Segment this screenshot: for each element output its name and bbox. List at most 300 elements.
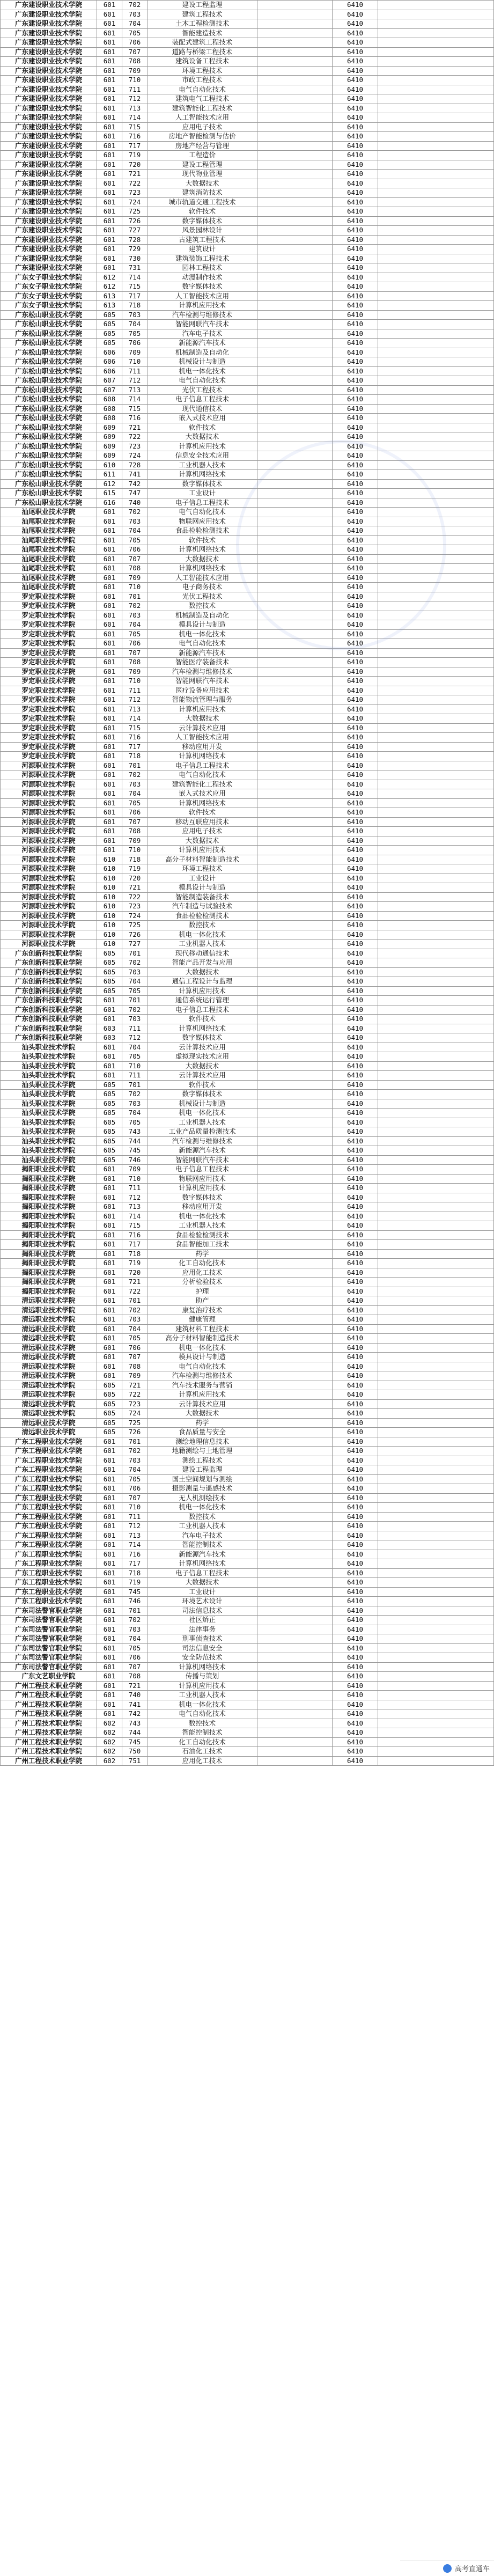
trailing-cell (378, 113, 494, 123)
batch-code-cell: 6410 (333, 460, 378, 470)
batch-code-cell: 6410 (333, 1043, 378, 1052)
school-name-cell: 广东松山职业技术学院 (1, 479, 97, 489)
table-row (1, 836, 494, 846)
group-code-cell: 605 (97, 1146, 122, 1156)
trailing-cell (378, 263, 494, 273)
major-name-cell: 计算机应用技术 (148, 1681, 257, 1691)
school-name-cell: 清远职业技术学院 (1, 1390, 97, 1400)
trailing-cell (378, 376, 494, 386)
group-code-cell: 603 (97, 1033, 122, 1043)
major-name-cell: 云计算技术应用 (148, 723, 257, 733)
batch-code-cell: 6410 (333, 1230, 378, 1240)
major-code-cell: 716 (122, 414, 148, 423)
major-name-cell: 新能源汽车技术 (148, 339, 257, 348)
major-name-cell: 机械制造及自动化 (148, 611, 257, 620)
major-code-cell: 714 (122, 714, 148, 724)
school-name-cell: 广东建设职业技术学院 (1, 216, 97, 226)
empty-cell (257, 254, 333, 263)
school-name-cell: 广东建设职业技术学院 (1, 85, 97, 94)
trailing-cell (378, 892, 494, 902)
major-name-cell: 工程造价 (148, 151, 257, 160)
major-name-cell: 电气自动化技术 (148, 508, 257, 517)
major-code-cell: 707 (122, 1353, 148, 1362)
batch-code-cell: 6410 (333, 1456, 378, 1465)
group-code-cell: 615 (97, 489, 122, 498)
group-code-cell: 605 (97, 977, 122, 987)
major-name-cell: 高分子材料智能制造技术 (148, 1334, 257, 1344)
group-code-cell: 601 (97, 554, 122, 564)
school-name-cell: 河源职业技术学院 (1, 817, 97, 827)
major-name-cell: 大数据技术 (148, 1578, 257, 1588)
group-code-cell: 613 (97, 291, 122, 301)
empty-cell (257, 291, 333, 301)
trailing-cell (378, 658, 494, 667)
group-code-cell: 601 (97, 1362, 122, 1371)
empty-cell (257, 28, 333, 38)
trailing-cell (378, 648, 494, 658)
school-name-cell: 广东创新科技职业学院 (1, 986, 97, 996)
batch-code-cell: 6410 (333, 1399, 378, 1409)
major-code-cell: 702 (122, 958, 148, 968)
table-row (1, 1587, 494, 1597)
major-name-cell: 环境工程技术 (148, 864, 257, 874)
table-row (1, 658, 494, 667)
major-code-cell: 707 (122, 648, 148, 658)
table-row (1, 1268, 494, 1278)
major-name-cell: 光伏工程技术 (148, 385, 257, 395)
school-name-cell: 汕尾职业技术学院 (1, 564, 97, 574)
trailing-cell (378, 1071, 494, 1081)
empty-cell (257, 1221, 333, 1231)
major-name-cell: 康复治疗技术 (148, 1305, 257, 1315)
major-name-cell: 助产 (148, 1296, 257, 1306)
empty-cell (257, 1005, 333, 1015)
empty-cell (257, 188, 333, 198)
trailing-cell (378, 1343, 494, 1353)
trailing-cell (378, 179, 494, 188)
batch-code-cell: 6410 (333, 1109, 378, 1118)
empty-cell (257, 366, 333, 376)
batch-code-cell: 6410 (333, 704, 378, 714)
group-code-cell: 601 (97, 1606, 122, 1616)
table-row (1, 10, 494, 19)
empty-cell (257, 76, 333, 85)
empty-cell (257, 1371, 333, 1381)
batch-code-cell: 6410 (333, 432, 378, 442)
major-name-cell: 建设工程监理 (148, 1, 257, 10)
batch-code-cell: 6410 (333, 1672, 378, 1682)
table-row (1, 141, 494, 151)
table-row (1, 704, 494, 714)
table-row (1, 470, 494, 480)
empty-cell (257, 1184, 333, 1193)
major-code-cell: 723 (122, 1399, 148, 1409)
trailing-cell (378, 1268, 494, 1278)
empty-cell (257, 19, 333, 29)
major-name-cell: 建筑设备工程技术 (148, 57, 257, 67)
batch-code-cell: 6410 (333, 930, 378, 940)
major-code-cell: 746 (122, 1597, 148, 1606)
major-code-cell: 710 (122, 1503, 148, 1513)
major-name-cell: 模具设计与制造 (148, 883, 257, 893)
group-code-cell: 601 (97, 1259, 122, 1268)
trailing-cell (378, 1503, 494, 1513)
major-name-cell: 计算机应用技术 (148, 986, 257, 996)
school-name-cell: 汕头职业技术学院 (1, 1118, 97, 1127)
table-row (1, 1484, 494, 1494)
empty-cell (257, 38, 333, 48)
major-code-cell: 701 (122, 949, 148, 958)
empty-cell (257, 216, 333, 226)
batch-code-cell: 6410 (333, 1381, 378, 1390)
batch-code-cell: 6410 (333, 1080, 378, 1090)
batch-code-cell: 6410 (333, 1643, 378, 1653)
empty-cell (257, 508, 333, 517)
batch-code-cell: 6410 (333, 1550, 378, 1559)
major-name-cell: 数字媒体技术 (148, 216, 257, 226)
school-name-cell: 揭阳职业技术学院 (1, 1184, 97, 1193)
major-code-cell: 705 (122, 1474, 148, 1484)
school-name-cell: 广东创新科技职业学院 (1, 1024, 97, 1033)
school-name-cell: 揭阳职业技术学院 (1, 1278, 97, 1287)
table-row (1, 122, 494, 132)
major-code-cell: 721 (122, 1381, 148, 1390)
group-code-cell: 601 (97, 658, 122, 667)
trailing-cell (378, 1305, 494, 1315)
school-name-cell: 广东工程职业技术学院 (1, 1465, 97, 1475)
trailing-cell (378, 686, 494, 695)
batch-code-cell: 6410 (333, 10, 378, 19)
batch-code-cell: 6410 (333, 864, 378, 874)
major-name-cell: 计算机网络技术 (148, 545, 257, 555)
table-row (1, 1381, 494, 1390)
school-name-cell: 河源职业技术学院 (1, 911, 97, 921)
empty-cell (257, 470, 333, 480)
table-row (1, 19, 494, 29)
batch-code-cell: 6410 (333, 770, 378, 780)
major-name-cell: 智能建造技术 (148, 28, 257, 38)
school-name-cell: 广东松山职业技术学院 (1, 414, 97, 423)
table-row (1, 930, 494, 940)
group-code-cell: 601 (97, 207, 122, 217)
major-name-cell: 电气自动化技术 (148, 1709, 257, 1719)
major-code-cell: 701 (122, 761, 148, 770)
group-code-cell: 601 (97, 1268, 122, 1278)
school-name-cell: 揭阳职业技术学院 (1, 1230, 97, 1240)
trailing-cell (378, 348, 494, 357)
table-row (1, 1296, 494, 1306)
trailing-cell (378, 554, 494, 564)
major-name-cell: 云计算技术应用 (148, 1071, 257, 1081)
empty-cell (257, 1540, 333, 1550)
empty-cell (257, 1390, 333, 1400)
school-name-cell: 广东建设职业技术学院 (1, 245, 97, 254)
empty-cell (257, 564, 333, 574)
empty-cell (257, 301, 333, 311)
major-name-cell: 机电一体化技术 (148, 1109, 257, 1118)
table-row (1, 291, 494, 301)
school-name-cell: 广东工程职业技术学院 (1, 1587, 97, 1597)
major-name-cell: 计算机网络技术 (148, 470, 257, 480)
major-name-cell: 数字媒体技术 (148, 1193, 257, 1202)
major-code-cell: 710 (122, 583, 148, 592)
trailing-cell (378, 1015, 494, 1024)
school-name-cell: 广州工程技术职业学院 (1, 1747, 97, 1757)
batch-code-cell: 6410 (333, 883, 378, 893)
major-name-cell: 数字媒体技术 (148, 1090, 257, 1099)
school-name-cell: 广东司法警官职业学院 (1, 1662, 97, 1672)
table-row (1, 686, 494, 695)
school-name-cell: 广东建设职业技术学院 (1, 170, 97, 179)
major-code-cell: 713 (122, 1531, 148, 1540)
batch-code-cell: 6410 (333, 104, 378, 113)
group-code-cell: 602 (97, 1728, 122, 1738)
empty-cell (257, 780, 333, 789)
trailing-cell (378, 1437, 494, 1447)
school-name-cell: 广东文艺职业学院 (1, 1672, 97, 1682)
trailing-cell (378, 902, 494, 912)
group-code-cell: 610 (97, 911, 122, 921)
table-row (1, 508, 494, 517)
table-row (1, 85, 494, 94)
trailing-cell (378, 1296, 494, 1306)
major-code-cell: 745 (122, 1587, 148, 1597)
batch-code-cell: 6410 (333, 1447, 378, 1456)
trailing-cell (378, 170, 494, 179)
empty-cell (257, 376, 333, 386)
major-name-cell: 计算机网络技术 (148, 1559, 257, 1569)
group-code-cell: 605 (97, 986, 122, 996)
empty-cell (257, 1296, 333, 1306)
major-name-cell: 市政工程技术 (148, 76, 257, 85)
empty-cell (257, 207, 333, 217)
group-code-cell: 601 (97, 836, 122, 846)
major-name-cell: 汽车检测与维修技术 (148, 1136, 257, 1146)
trailing-cell (378, 1512, 494, 1522)
empty-cell (257, 94, 333, 104)
batch-code-cell: 6410 (333, 1634, 378, 1644)
empty-cell (257, 57, 333, 67)
group-code-cell: 601 (97, 752, 122, 761)
group-code-cell: 612 (97, 282, 122, 292)
group-code-cell: 601 (97, 545, 122, 555)
trailing-cell (378, 395, 494, 405)
table-row (1, 545, 494, 555)
major-code-cell: 712 (122, 695, 148, 705)
empty-cell (257, 526, 333, 536)
batch-code-cell: 6410 (333, 1540, 378, 1550)
table-row (1, 273, 494, 282)
empty-cell (257, 1625, 333, 1634)
table-row (1, 94, 494, 104)
group-code-cell: 601 (97, 1005, 122, 1015)
major-name-cell: 石油化工技术 (148, 1747, 257, 1757)
table-row (1, 57, 494, 67)
empty-cell (257, 1202, 333, 1212)
major-code-cell: 719 (122, 151, 148, 160)
batch-code-cell: 6410 (333, 1353, 378, 1362)
trailing-cell (378, 1259, 494, 1268)
group-code-cell: 601 (97, 132, 122, 142)
batch-code-cell: 6410 (333, 827, 378, 836)
trailing-cell (378, 188, 494, 198)
school-name-cell: 广东松山职业技术学院 (1, 404, 97, 414)
table-row (1, 864, 494, 874)
group-code-cell: 605 (97, 1118, 122, 1127)
table-row (1, 1240, 494, 1250)
major-name-cell: 环境艺术设计 (148, 1597, 257, 1606)
trailing-cell (378, 752, 494, 761)
group-code-cell: 601 (97, 1503, 122, 1513)
group-code-cell: 610 (97, 940, 122, 949)
school-name-cell: 广东建设职业技术学院 (1, 263, 97, 273)
table-row (1, 301, 494, 311)
major-code-cell: 703 (122, 780, 148, 789)
school-name-cell: 广东松山职业技术学院 (1, 395, 97, 405)
major-code-cell: 702 (122, 1005, 148, 1015)
group-code-cell: 601 (97, 235, 122, 245)
major-name-cell: 计算机网络技术 (148, 1024, 257, 1033)
batch-code-cell: 6410 (333, 1278, 378, 1287)
batch-code-cell: 6410 (333, 1090, 378, 1099)
trailing-cell (378, 564, 494, 574)
major-name-cell: 电气自动化技术 (148, 1362, 257, 1371)
table-row (1, 1550, 494, 1559)
trailing-cell (378, 404, 494, 414)
empty-cell (257, 1503, 333, 1513)
table-row (1, 104, 494, 113)
batch-code-cell: 6410 (333, 1071, 378, 1081)
batch-code-cell: 6410 (333, 301, 378, 311)
empty-cell (257, 310, 333, 320)
school-name-cell: 广东创新科技职业学院 (1, 949, 97, 958)
major-code-cell: 707 (122, 817, 148, 827)
school-name-cell: 揭阳职业技术学院 (1, 1240, 97, 1250)
empty-cell (257, 320, 333, 329)
school-name-cell: 河源职业技术学院 (1, 836, 97, 846)
school-name-cell: 广东松山职业技术学院 (1, 385, 97, 395)
empty-cell (257, 667, 333, 677)
major-code-cell: 745 (122, 1737, 148, 1747)
batch-code-cell: 6410 (333, 1249, 378, 1259)
table-row (1, 1616, 494, 1625)
school-name-cell: 汕头职业技术学院 (1, 1127, 97, 1137)
group-code-cell: 601 (97, 1578, 122, 1588)
batch-code-cell: 6410 (333, 808, 378, 818)
empty-cell (257, 1756, 333, 1766)
group-code-cell: 601 (97, 1437, 122, 1447)
empty-cell (257, 1474, 333, 1484)
major-name-cell: 数控技术 (148, 1719, 257, 1728)
table-row (1, 320, 494, 329)
major-code-cell: 730 (122, 254, 148, 263)
trailing-cell (378, 874, 494, 883)
trailing-cell (378, 1550, 494, 1559)
table-row (1, 1418, 494, 1428)
empty-cell (257, 1737, 333, 1747)
group-code-cell: 607 (97, 376, 122, 386)
batch-code-cell: 6410 (333, 235, 378, 245)
batch-code-cell: 6410 (333, 1418, 378, 1428)
trailing-cell (378, 1493, 494, 1503)
major-name-cell: 移动应用开发 (148, 742, 257, 752)
group-code-cell: 601 (97, 1371, 122, 1381)
batch-code-cell: 6410 (333, 780, 378, 789)
major-name-cell: 房地产经营与管理 (148, 141, 257, 151)
batch-code-cell: 6410 (333, 404, 378, 414)
major-code-cell: 703 (122, 611, 148, 620)
empty-cell (257, 1278, 333, 1287)
major-code-cell: 703 (122, 1315, 148, 1325)
batch-code-cell: 6410 (333, 1033, 378, 1043)
batch-code-cell: 6410 (333, 940, 378, 949)
table-row (1, 648, 494, 658)
empty-cell (257, 1061, 333, 1071)
major-code-cell: 708 (122, 827, 148, 836)
school-name-cell: 广东松山职业技术学院 (1, 320, 97, 329)
major-code-cell: 706 (122, 1343, 148, 1353)
group-code-cell: 601 (97, 1522, 122, 1531)
table-row (1, 376, 494, 386)
empty-cell (257, 432, 333, 442)
empty-cell (257, 85, 333, 94)
group-code-cell: 609 (97, 432, 122, 442)
group-code-cell: 610 (97, 883, 122, 893)
batch-code-cell: 6410 (333, 1728, 378, 1738)
trailing-cell (378, 677, 494, 686)
school-name-cell: 罗定职业技术学院 (1, 686, 97, 695)
major-code-cell: 722 (122, 892, 148, 902)
empty-cell (257, 385, 333, 395)
trailing-cell (378, 1109, 494, 1118)
table-row (1, 874, 494, 883)
major-name-cell: 现代通信技术 (148, 404, 257, 414)
table-row (1, 629, 494, 639)
school-name-cell: 汕头职业技术学院 (1, 1052, 97, 1062)
school-name-cell: 广东建设职业技术学院 (1, 235, 97, 245)
batch-code-cell: 6410 (333, 977, 378, 987)
trailing-cell (378, 1531, 494, 1540)
empty-cell (257, 170, 333, 179)
trailing-cell (378, 160, 494, 170)
school-name-cell: 广东建设职业技术学院 (1, 76, 97, 85)
empty-cell (257, 611, 333, 620)
major-name-cell: 建筑电气工程技术 (148, 94, 257, 104)
school-name-cell: 汕尾职业技术学院 (1, 508, 97, 517)
group-code-cell: 601 (97, 996, 122, 1006)
major-name-cell: 模具设计与制造 (148, 620, 257, 630)
major-code-cell: 751 (122, 1756, 148, 1766)
batch-code-cell: 6410 (333, 1221, 378, 1231)
major-name-cell: 工业设计 (148, 1587, 257, 1597)
trailing-cell (378, 545, 494, 555)
trailing-cell (378, 1315, 494, 1325)
batch-code-cell: 6410 (333, 66, 378, 76)
empty-cell (257, 827, 333, 836)
empty-cell (257, 1672, 333, 1682)
major-name-cell: 物联网应用技术 (148, 1174, 257, 1184)
school-name-cell: 广东建设职业技术学院 (1, 132, 97, 142)
school-name-cell: 罗定职业技术学院 (1, 704, 97, 714)
empty-cell (257, 949, 333, 958)
school-name-cell: 广州工程技术职业学院 (1, 1681, 97, 1691)
group-code-cell: 601 (97, 1700, 122, 1709)
trailing-cell (378, 291, 494, 301)
empty-cell (257, 733, 333, 743)
batch-code-cell: 6410 (333, 442, 378, 451)
trailing-cell (378, 366, 494, 376)
major-code-cell: 712 (122, 1522, 148, 1531)
